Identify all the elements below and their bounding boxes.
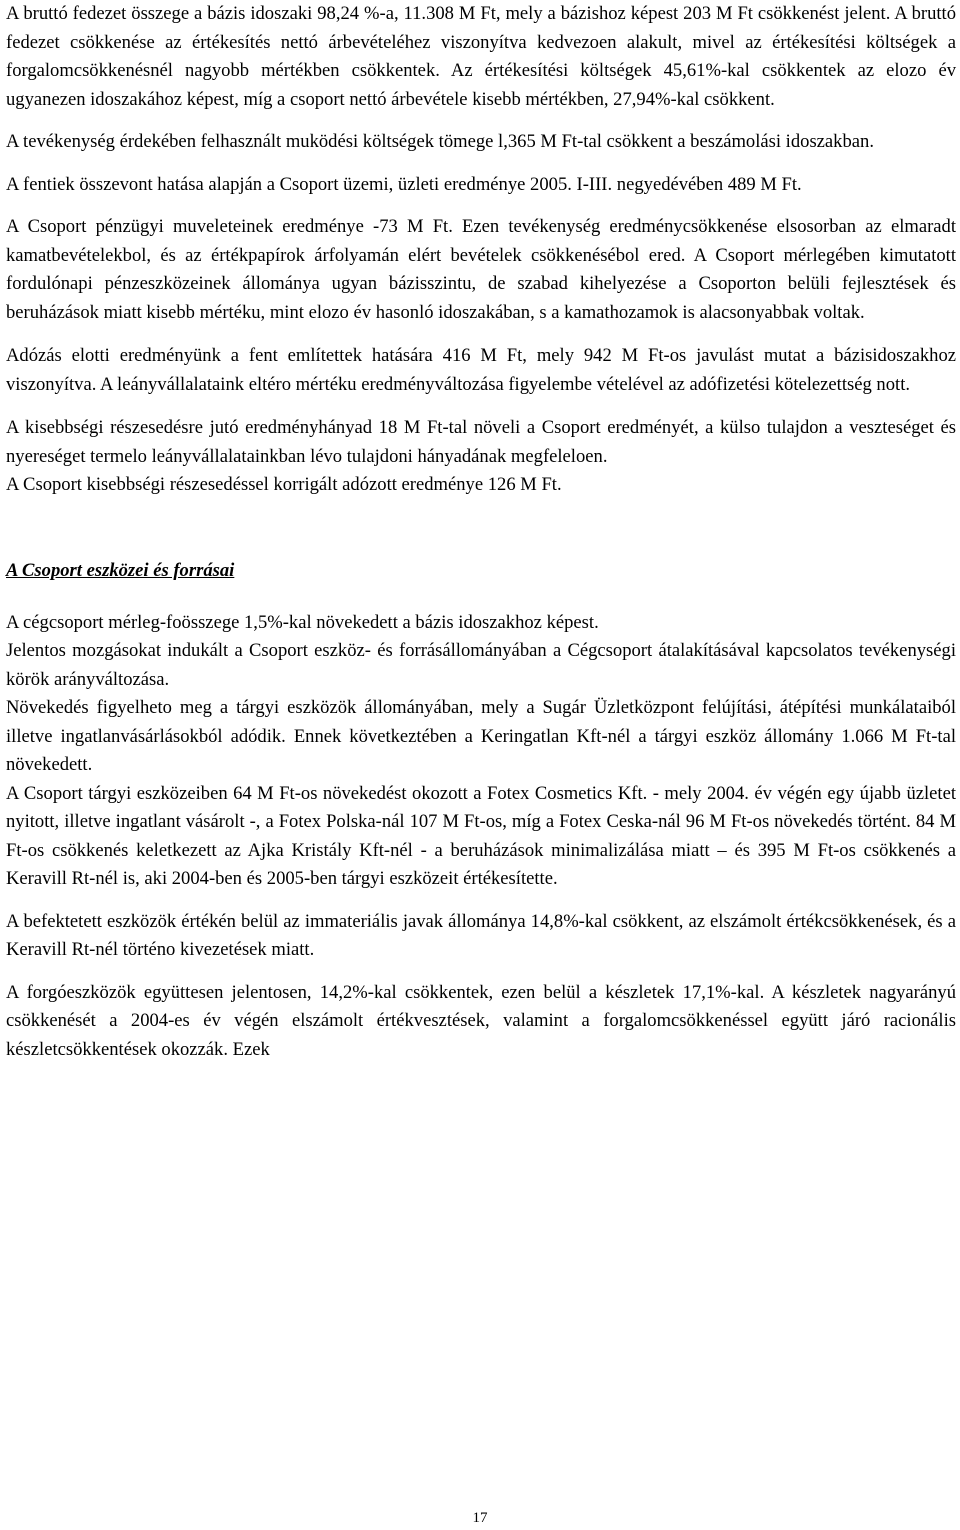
paragraph-current-assets: A forgóeszközök együttesen jelentosen, 14,2%-kal csökkentek, ezen belül a készletek 17,1%-kal. A készletek nagyarányú csökkenését a 2004-es év végén elszámolt értékvesztések, valamint a forgalomcsökkenéssel együtt járó racionális készletcsökkentések okozzák. Ezek (6, 981, 956, 1060)
paragraph-significant-movements: Jelentos mozgásokat indukált a Csoport eszköz- és forrásállományában a Cégcsoport átalakításával kapcsolatos tevékenységi körök arányváltozása. (6, 640, 956, 690)
section-heading: A Csoport eszközei és forrásai (6, 559, 235, 581)
paragraph-operating-costs: A tevékenység érdekében felhasznált muködési költségek tömege l,365 M Ft-tal csökkent a beszámolási idoszakban. (6, 131, 874, 152)
paragraph-gross-margin: A bruttó fedezet összege a bázis idoszaki 98,24 %-a, 11.308 M Ft, mely a bázishoz képest 203 M Ft csökkenést jelent. A bruttó fedezet csökkenése az értékesítés nettó árbevételéhez viszonyítva kedvezoen alakult, mivel az értékesítési költségek a forgalomcsökkenésnél nagyobb mértékben csökkentek. Az értékesítési költségek 45,61%-kal csökkentek az elozo év ugyanezen idoszakához képest, míg a csoport nettó árbevétele kisebb mértékben, 27,94%-kal csökkent. (6, 3, 956, 110)
paragraph-operating-result: A fentiek összevont hatása alapján a Csoport üzemi, üzleti eredménye 2005. I-III. negyedévében 489 M Ft. (6, 173, 802, 195)
paragraph-financial-result: A Csoport pénzügyi muveleteinek eredménye -73 M Ft. Ezen tevékenység eredménycsökkenése elsosorban az elmaradt kamatbevételekbol, és az értékpapírok árfolyamán elért bevételek csökkenésébol ered. A Csoport mérlegében kimutatott fordulónapi pénzeszközeinek állománya ugyan bázisszintu, de szabad kihelyezése a Csoporton belüli fejlesztések és beruházások miatt kisebb mértéku, mint elozo év hasonló idoszakában, s a kamathozamok is alacsonyabbak voltak. (6, 216, 956, 323)
document-page (6, 0, 956, 1064)
paragraph-balance-total: A cégcsoport mérleg-foösszege 1,5%-kal növekedett a bázis idoszakhoz képest. (6, 611, 599, 633)
paragraph-pretax-result: Adózás elotti eredményünk a fent említettek hatására 416 M Ft, mely 942 M Ft-os javulást mutat a bázisidoszakhoz viszonyítva. A leányvállalataink eltéro mértéku eredményváltozása figyelembe vételével az adófizetési kötelezettség nott. (6, 345, 956, 395)
paragraph-intangible-assets: A befektetett eszközök értékén belül az immateriális javak állománya 14,8%-kal csökkent, az elszámolt értékcsökkenések, és a Keravill Rt-nél történo kivezetések miatt. (6, 910, 956, 960)
paragraph-tangible-assets-growth: Növekedés figyelheto meg a tárgyi eszközök állományában, mely a Sugár Üzletközpont felújítási, átépítési munkálataiból illetve ingatlanvásárlásokból adódik. Ennek következtében a Keringatlan Kft-nél a tárgyi eszköz állomány 1.066 M Ft-tal növekedett. (6, 697, 956, 775)
paragraph-adjusted-result: A Csoport kisebbségi részesedéssel korrigált adózott eredménye 126 M Ft. (6, 474, 562, 495)
paragraph-subsidiary-changes: A Csoport tárgyi eszközeiben 64 M Ft-os növekedést okozott a Fotex Cosmetics Kft. - mely 2004. év végén egy újabb üzletet nyitott, illetve ingatlant vásárolt -, a Fotex Polska-nál 107 M Ft-os, míg a Fotex Ceska-nál 96 M Ft-os növekedés történt. 84 M Ft-os csökkenés keletkezett az Ajka Kristály Kft-nél - a beruházások minimalizálása miatt – és 395 M Ft-os csökkenés a Keravill Rt-nél is, aki 2004-ben és 2005-ben tárgyi eszközeit értékesítette. (6, 782, 956, 889)
paragraph-minority-share: A kisebbségi részesedésre jutó eredményhányad 18 M Ft-tal növeli a Csoport eredményét, a külso tulajdon a veszteséget és nyereséget termelo leányvállalatainkban lévo tulajdoni hányadának megfeleloen. (6, 417, 956, 467)
page-number: 17 (472, 1510, 488, 1526)
